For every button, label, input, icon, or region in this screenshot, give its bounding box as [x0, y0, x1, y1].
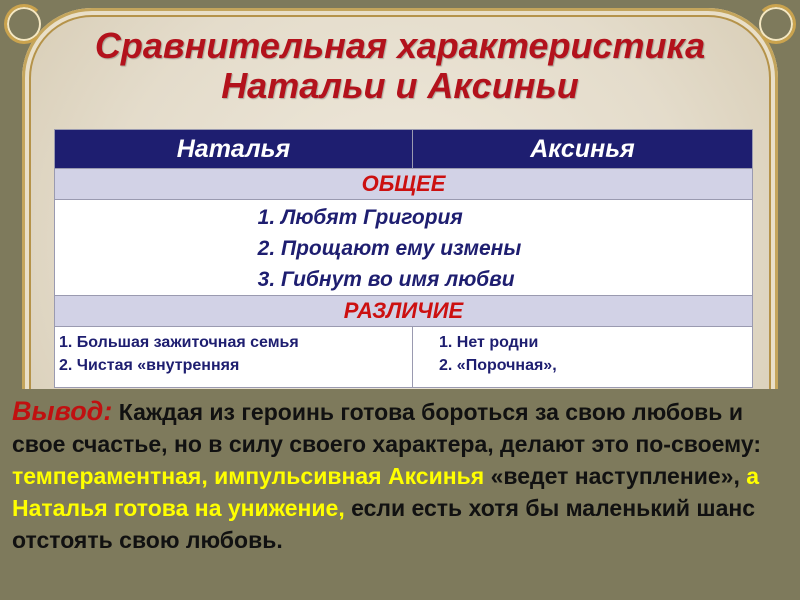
natalia-list — [59, 331, 412, 377]
list-item: 3. Гибнут во имя любви — [281, 264, 752, 295]
list-item: 1. Большая зажиточная семья — [59, 334, 299, 351]
slide-title — [0, 26, 800, 106]
conclusion-text — [12, 395, 772, 556]
difference-row — [55, 327, 753, 388]
conclusion-label: Вывод: — [12, 396, 113, 426]
conclusion-part-2: «ведет наступление», — [484, 463, 747, 489]
common-label: ОБЩЕЕ — [55, 169, 753, 200]
title-line-2: Натальи и Аксиньи — [221, 65, 579, 106]
title-line-1: Сравнительная характеристика — [94, 25, 706, 66]
aksinya-list — [439, 331, 752, 377]
difference-band-row — [55, 296, 753, 327]
common-list — [255, 202, 752, 295]
conclusion-block — [0, 389, 800, 600]
list-item: 2. Прощают ему измены — [281, 233, 752, 264]
list-item: 2. Чистая «внутренняя — [59, 357, 240, 374]
conclusion-part-3: если есть хотя бы маленький шанс отстоять свою любовь. — [12, 495, 756, 553]
list-item: 1. Любят Григория — [281, 202, 752, 233]
conclusion-highlight-2: а Наталья готова на унижение, — [12, 463, 760, 521]
common-row — [55, 200, 753, 296]
table-header-row — [55, 130, 753, 169]
header-natalia: Наталья — [55, 130, 413, 169]
header-aksinya: Аксинья — [413, 130, 753, 169]
common-cell — [55, 200, 753, 296]
aksinya-cell — [413, 327, 753, 388]
conclusion-part-1: Каждая из героинь готова бороться за свою любовь и свое счастье, но в силу своего характера, делают это по-своему: — [12, 399, 761, 457]
list-item: 1. Нет родни — [439, 334, 539, 351]
list-item: 2. «Порочная», — [439, 357, 557, 374]
difference-label: РАЗЛИЧИЕ — [55, 296, 753, 327]
conclusion-highlight-1: темпераментная, импульсивная Аксинья — [12, 463, 485, 489]
natalia-cell — [55, 327, 413, 388]
comparison-table — [54, 129, 753, 388]
common-band-row — [55, 169, 753, 200]
